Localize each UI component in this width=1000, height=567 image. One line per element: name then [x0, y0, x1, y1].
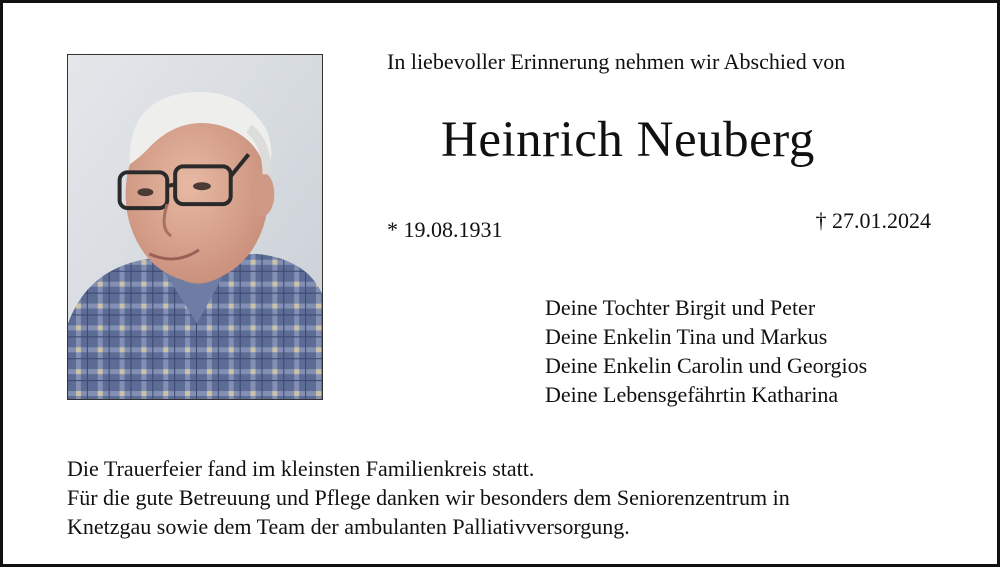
mourner-line: Deine Tochter Birgit und Peter [545, 295, 816, 320]
portrait-photo [67, 54, 323, 400]
birth-date: * 19.08.1931 [387, 217, 503, 242]
death-date: † 27.01.2024 [815, 208, 931, 233]
closing-line: Für die gute Betreuung und Pflege danken wir besonders dem Seniorenzentrum in [67, 485, 790, 510]
intro-line: In liebevoller Erinnerung nehmen wir Abschied von [387, 49, 846, 74]
deceased-name: Heinrich Neuberg [441, 112, 815, 168]
mourner-line: Deine Enkelin Carolin und Georgios [545, 353, 868, 378]
mourner-line: Deine Lebensgefährtin Katharina [545, 382, 839, 407]
closing-line: Die Trauerfeier fand im kleinsten Familienkreis statt. [67, 456, 535, 481]
closing-note [67, 454, 790, 541]
portrait-illustration [68, 55, 322, 399]
mourners-list [545, 293, 867, 409]
mourner-line: Deine Enkelin Tina und Markus [545, 324, 828, 349]
closing-line: Knetzgau sowie dem Team der ambulanten Palliativversorgung. [67, 514, 630, 539]
